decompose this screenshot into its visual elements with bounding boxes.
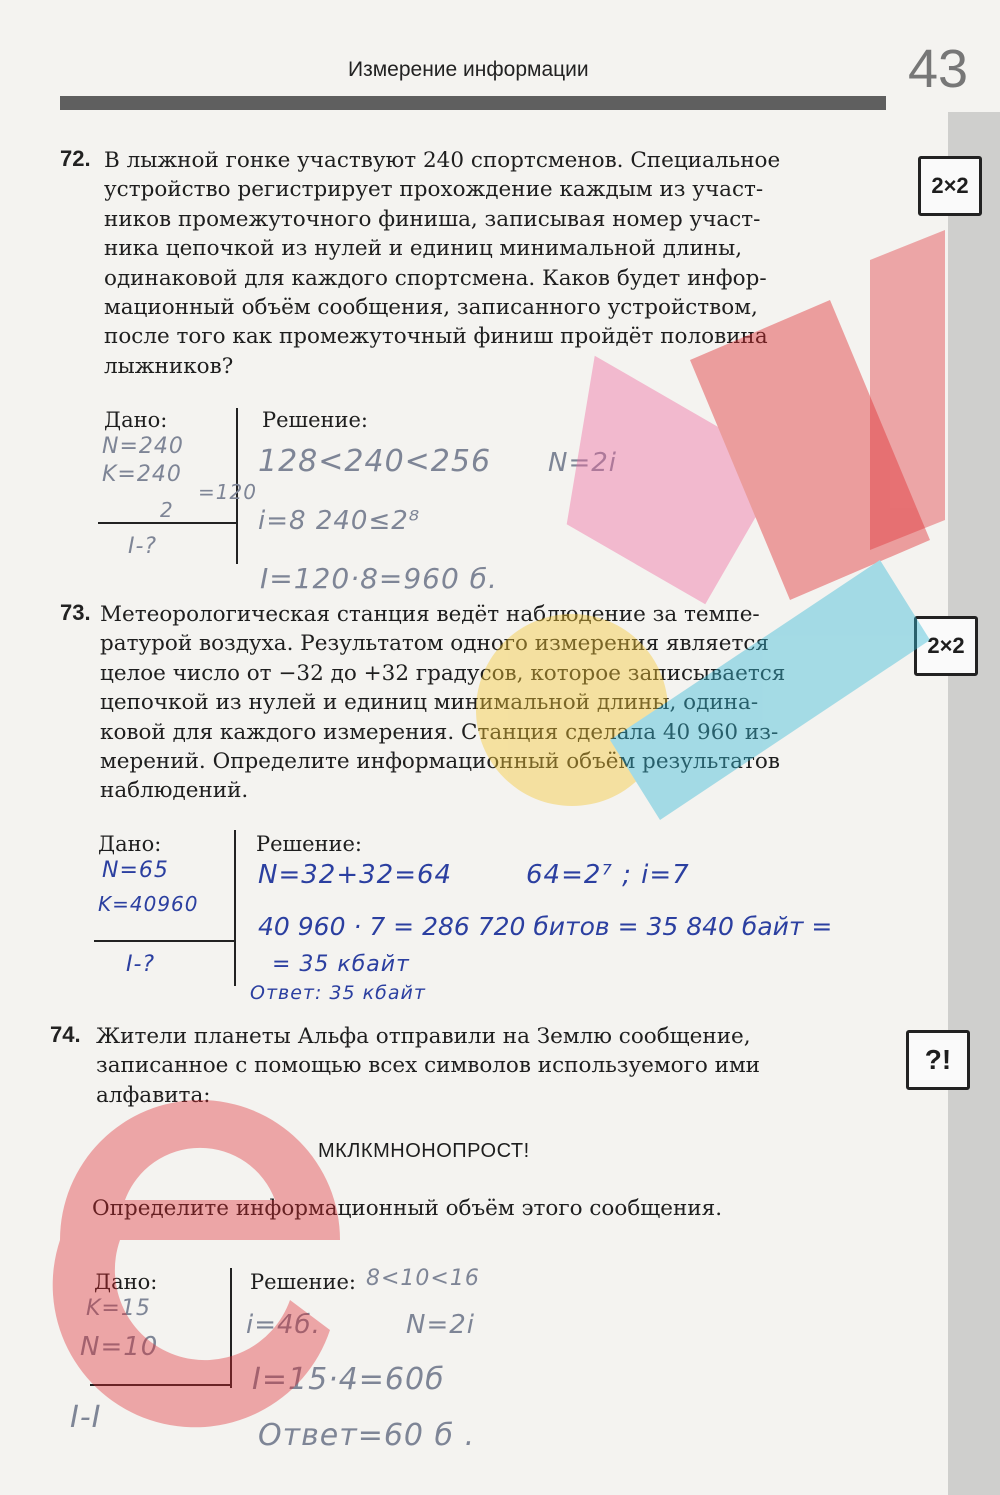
given-label: Дано: xyxy=(104,408,168,432)
text-line: одинаковой для каждого спортсмена. Каков будет инфор- xyxy=(104,265,767,291)
problem-74-text xyxy=(96,1022,876,1110)
handwritten-solution: 128<240<256 xyxy=(258,444,492,479)
text-line: мационный объём сообщения, записанного устройством, xyxy=(104,295,758,321)
problem-74-question: Определите информационный объём этого сообщения. xyxy=(92,1196,723,1221)
text-line: лыжников? xyxy=(104,353,234,379)
text-line: Метеорологическая станция ведёт наблюдение за темпе- xyxy=(100,602,760,627)
handwritten-given: K=40960 xyxy=(98,892,199,916)
handwritten-solution: 8<10<16 xyxy=(366,1266,480,1291)
handwritten-solution: = 35 кбайт xyxy=(272,952,410,977)
text-line: наблюдений. xyxy=(100,778,249,804)
text-line: В лыжной гонке участвуют 240 спортсменов. Специальное xyxy=(104,148,781,173)
handwritten-given: =120 xyxy=(198,480,257,504)
alphabet-message: МКЛКМНОНОПРОСТ! xyxy=(318,1140,530,1162)
text-line: Жители планеты Альфа отправили на Землю сообщение, xyxy=(96,1024,751,1049)
handwritten-solution: I=120·8=960 б. xyxy=(260,562,498,595)
text-line: ника цепочкой из нулей и единиц минимальной длины, xyxy=(104,236,743,262)
given-underline xyxy=(94,940,236,942)
handwritten-solution: i=8 240≤2⁸ xyxy=(258,506,421,536)
given-label: Дано: xyxy=(98,832,162,856)
text-line: цепочкой из нулей и единиц минимальной длины, одина- xyxy=(100,690,759,716)
badge-2x2-icon: 2×2 xyxy=(918,156,982,216)
text-line: устройство регистрирует прохождение каждым из участ- xyxy=(104,177,764,203)
given-underline xyxy=(98,522,238,524)
solution-label: Решение: xyxy=(256,832,363,856)
text-line: ковой для каждого измерения. Станция сделала 40 960 из- xyxy=(100,719,779,745)
watermark-pink-stroke xyxy=(515,356,786,605)
handwritten-given: N=240 xyxy=(102,434,184,459)
handwritten-given: K=240 xyxy=(102,462,182,487)
text-line: ников промежуточного финиша, записывая номер участ- xyxy=(104,206,761,232)
handwritten-solution: Ответ: 35 кбайт xyxy=(250,982,426,1004)
problem-73-text xyxy=(100,600,880,806)
running-header-title: Измерение информации xyxy=(348,58,589,81)
badge-question-exclamation-icon: ?! xyxy=(906,1030,970,1090)
problem-73-number: 73. xyxy=(60,600,91,625)
handwritten-given: K=15 xyxy=(86,1296,151,1321)
handwritten-solution: N=32+32=64 xyxy=(258,860,453,890)
handwritten-solution: 40 960 · 7 = 286 720 битов = 35 840 байт = xyxy=(258,912,833,941)
text-line: ратурой воздуха. Результатом одного измерения является xyxy=(100,631,769,657)
given-divider xyxy=(234,830,236,986)
given-underline xyxy=(90,1384,232,1386)
solution-label: Решение: xyxy=(262,408,369,432)
problem-72-number: 72. xyxy=(60,146,91,171)
page-margin-strip xyxy=(948,112,1000,1495)
handwritten-given: I-? xyxy=(128,534,158,559)
handwritten-solution: I=15·4=60б xyxy=(252,1362,445,1397)
text-line: после того как промежуточный финиш пройдёт половина xyxy=(104,324,768,350)
handwritten-given: N=65 xyxy=(102,858,169,883)
text-line: записанное с помощью всех символов используемого ими xyxy=(96,1053,761,1079)
handwritten-given: I-I xyxy=(70,1400,102,1435)
handwritten-solution: Ответ=60 б . xyxy=(258,1418,476,1453)
text-line: целое число от −32 до +32 градусов, которое записывается xyxy=(100,660,786,686)
handwritten-solution: N=2i xyxy=(406,1310,475,1340)
handwritten-given: I-? xyxy=(126,952,156,977)
text-line: алфавита: xyxy=(96,1082,211,1108)
solution-label: Решение: xyxy=(250,1270,357,1294)
badge-2x2-icon: 2×2 xyxy=(914,616,978,676)
handwritten-given: 2 xyxy=(160,498,174,522)
given-divider xyxy=(230,1268,232,1388)
given-label: Дано: xyxy=(94,1270,158,1294)
handwritten-solution: 64=2⁷ ; i=7 xyxy=(526,860,690,890)
text-line: мерений. Определите информационный объём результатов xyxy=(100,749,780,775)
handwritten-solution: i=4б. xyxy=(246,1310,321,1340)
problem-72-text xyxy=(104,146,884,381)
handwritten-given: N=10 xyxy=(80,1332,159,1362)
header-rule xyxy=(60,96,886,110)
problem-74-number: 74. xyxy=(50,1022,81,1047)
handwritten-solution: N=2i xyxy=(548,448,617,478)
page-number: 43 xyxy=(908,39,969,99)
